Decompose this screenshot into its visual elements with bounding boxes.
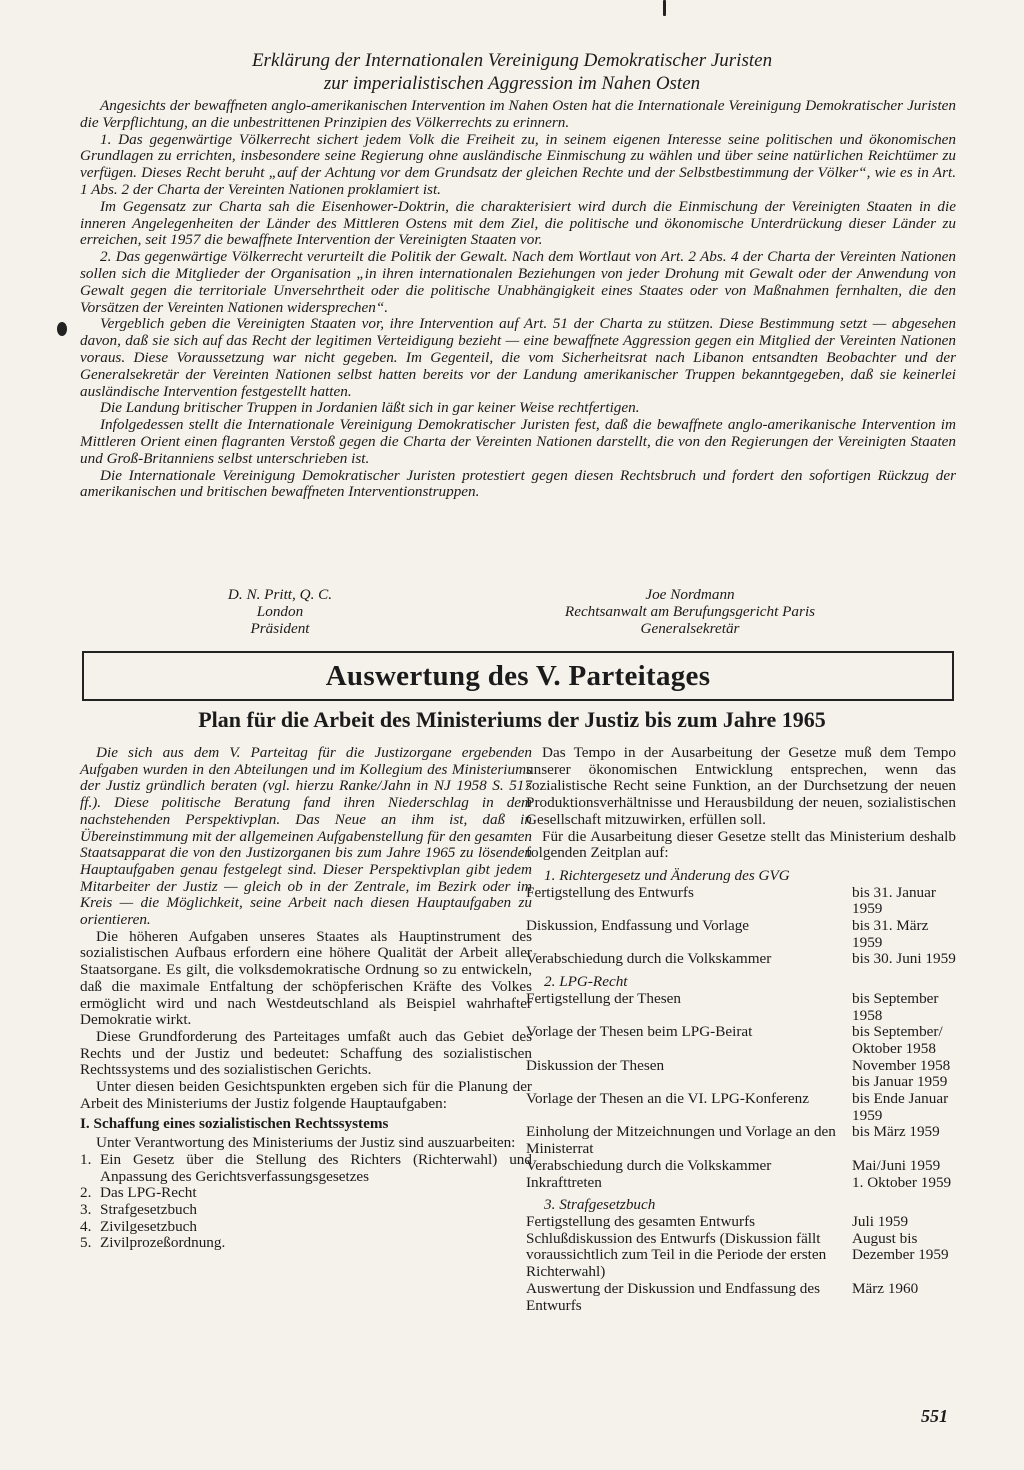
list-number: 4. — [80, 1217, 92, 1235]
list-number: 5. — [80, 1234, 92, 1252]
right-column — [526, 745, 956, 1314]
schedule-row — [526, 1024, 956, 1057]
schedule-row — [526, 918, 956, 951]
section-boxed-title: Auswertung des V. Parteitages — [82, 651, 954, 701]
left-column — [80, 745, 532, 1252]
schedule-task: Diskussion, Endfassung und Vorlage — [526, 917, 750, 935]
schedule-row — [526, 1281, 956, 1314]
schedule-task: Inkrafttreten — [526, 1173, 602, 1191]
schedule-row — [526, 1214, 956, 1231]
schedule-task: Verabschiedung durch die Volkskammer — [526, 950, 772, 968]
list-number: 1. — [80, 1150, 92, 1168]
schedule-task: Einholung der Mitzeichnungen und Vorlage an den Ministerrat — [526, 1123, 836, 1158]
schedule-date: November 1958 bis Januar 1959 — [852, 1056, 951, 1091]
schedule-date: Mai/Juni 1959 — [852, 1156, 941, 1174]
schedule-date: bis März 1959 — [852, 1123, 940, 1141]
schedule-date: Juli 1959 — [852, 1212, 909, 1230]
signatory-left-name: D. N. Pritt, Q. C. — [227, 586, 333, 603]
schedule-row — [526, 1091, 956, 1124]
schedule-date: bis Ende Januar 1959 — [852, 1090, 949, 1124]
schedule-task: Fertigstellung des Entwurfs — [526, 883, 694, 901]
signatory-left-city: London — [256, 602, 304, 620]
schedule-task: Vorlage der Thesen an die VI. LPG-Konferenz — [526, 1090, 809, 1108]
list-number: 2. — [80, 1184, 92, 1202]
schedule-task: Diskussion der Thesen — [526, 1056, 665, 1074]
declaration-paragraph: Die Landung britischer Truppen in Jordanien läßt sich in gar keiner Weise rechtfertigen. — [100, 399, 640, 417]
schedule-task: Fertigstellung des gesamten Entwurfs — [526, 1212, 756, 1230]
list-text: Ein Gesetz über die Stellung des Richters (Richterwahl) und Anpassung des Gerichtsverfassungsgesetzes — [100, 1150, 532, 1185]
list-item — [80, 1185, 532, 1202]
schedule-table — [526, 991, 956, 1191]
list-item — [80, 1202, 532, 1219]
list-item — [80, 1152, 532, 1185]
schedule-date: März 1960 — [852, 1279, 919, 1297]
body-paragraph: Unter diesen beiden Gesichtspunkten ergeben sich für die Planung der Arbeit des Ministeriums der Justiz folgende Hauptaufgaben: — [80, 1078, 532, 1112]
declaration-title-line2: zur imperialistischen Aggression im Nahen Osten — [323, 73, 701, 94]
schedule-date: bis 30. Juni 1959 — [852, 950, 956, 968]
schedule-date: bis September/ Oktober 1958 — [852, 1023, 943, 1057]
schedule-date: bis September 1958 — [852, 989, 939, 1024]
schedule-table — [526, 885, 956, 969]
ink-mark — [663, 0, 666, 16]
schedule-row — [526, 1231, 956, 1281]
section-subtitle: Plan für die Arbeit des Ministeriums der Justiz bis zum Jahre 1965 — [198, 707, 826, 732]
section-heading: I. Schaffung eines sozialistischen Rechtssystems — [80, 1115, 389, 1133]
list-item — [80, 1235, 532, 1252]
declaration-paragraph: Im Gegensatz zur Charta sah die Eisenhower-Doktrin, die charakterisiert wird durch die Einmischung der Vereinigten Staaten in die inneren Angelegenheiten der Länder des Mittleren Ostens mit dem Ziel, die politische und ökonomische Unterdrückung dieser Länder zu erreichen, seit 1957 die bewaffnete Intervention der Vereinigten Staaten vor. — [80, 197, 956, 249]
schedule-row — [526, 1175, 956, 1192]
list-text: Das LPG-Recht — [100, 1184, 197, 1202]
body-paragraph: Das Tempo in der Ausarbeitung der Gesetze muß dem Tempo unserer ökonomischen Entwicklung entsprechen, wenn das sozialistische Recht seine Funktion, an der Durchsetzung der neuen Produktionsverhältnisse und Herausbildung der neuen, sozialistischen Gesellschaft mitzuwirken, erfüllen soll. — [526, 744, 956, 828]
law-list — [80, 1152, 532, 1252]
schedule-row — [526, 991, 956, 1024]
signatory-right-title: Rechtsanwalt am Berufungsgericht Paris — [564, 602, 816, 620]
declaration-body — [80, 98, 956, 501]
declaration-paragraph: 1. Das gegenwärtige Völkerrecht sichert jedem Volk die Freiheit zu, in seinem eigenen Interesse seine politischen und ökonomischen Grundlagen zu errichten, insbesondere seine Regierung ohne ausländische Einmischung zu wählen und über seine natürlichen Reichtümer zu verfügen. Dieses Recht beruht „auf der Achtung vor dem Grundsatz der gleichen Rechte und der Selbstbestimmung der Völker“, wie es in Art. 1 Abs. 2 der Charta der Vereinten Nationen proklamiert ist. — [80, 130, 956, 198]
list-number: 3. — [80, 1200, 92, 1218]
list-text: Strafgesetzbuch — [100, 1200, 197, 1218]
ink-mark — [57, 322, 67, 336]
declaration-paragraph: Angesichts der bewaffneten anglo-amerikanischen Intervention im Nahen Osten hat die Internationale Vereinigung Demokratischer Juristen die Verpflichtung, an die unbestrittenen Prinzipien des Völkerrechts zu erinnern. — [80, 97, 956, 131]
schedule-table — [526, 1214, 956, 1314]
list-text: Zivilprozeßordnung. — [100, 1234, 226, 1252]
schedule-row — [526, 1158, 956, 1175]
schedule-row — [526, 951, 956, 968]
schedule-date: bis 31. Januar 1959 — [852, 883, 936, 918]
body-paragraph: Unter Verantwortung des Ministeriums der Justiz sind auszuarbeiten: — [96, 1134, 516, 1152]
schedule-task: Auswertung der Diskussion und Endfassung des Entwurfs — [526, 1279, 821, 1314]
signatory-right — [500, 587, 880, 637]
schedule-row — [526, 885, 956, 918]
signatory-right-name: Joe Nordmann — [645, 586, 735, 603]
declaration-paragraph: Vergeblich geben die Vereinigten Staaten vor, ihre Intervention auf Art. 51 der Charta zu stützen. Diese Bestimmung setzt — abgesehen davon, daß sie sich auf das Recht der legitimen Verteidigung bezieht — eine bewaffnete Aggression gegen ein Mitglied der Vereinten Nationen voraus. Diese Voraussetzung war nicht gegeben. Im Gegenteil, die vom Sicherheitsrat nach Libanon entsandten Beobachter und der Generalsekretär der Vereinten Nationen selbst hatten bereits vor der Landung amerikanischer Truppen bekanntgegeben, daß sie keinerlei ausländische Intervention festgestellt hatten. — [80, 315, 956, 400]
schedule-title: 1. Richtergesetz und Änderung des GVG — [544, 866, 790, 884]
signatory-left — [150, 587, 410, 637]
schedule-date: bis 31. März 1959 — [852, 917, 929, 951]
declaration-paragraph: Die Internationale Vereinigung Demokratischer Juristen protestiert gegen diesen Rechtsbruch und fordert den sofortigen Rückzug der amerikanischen und britischen bewaffneten Interventionstruppen. — [80, 466, 956, 501]
body-paragraph: Die höheren Aufgaben unseres Staates als Hauptinstrument des sozialistischen Aufbaus erfordern eine höhere Qualität der Arbeit aller Staatsorgane. Es gilt, die volksdemokratische Ordnung so zu entwickeln, daß die maximale Entfaltung der schöpferischen Kräfte des Volkes ermöglicht wird und nach Westdeutschland als Beispiel wahrhafter Demokratie wirkt. — [80, 927, 532, 1029]
declaration-paragraph: Infolgedessen stellt die Internationale Vereinigung Demokratischer Juristen fest, daß die bewaffnete anglo-amerikanische Intervention im Mittleren Orient einen flagranten Verstoß gegen die Charta der Vereinten Nationen darstellt, die von den Regierungen der Vereinigten Staaten und Groß-Britanniens selbst unterschrieben ist. — [80, 416, 956, 467]
signatory-left-role: Präsident — [250, 619, 310, 637]
signatory-right-role: Generalsekretär — [640, 619, 740, 637]
list-item — [80, 1219, 532, 1236]
schedule-row — [526, 1124, 956, 1157]
schedule-date: August bis Dezember 1959 — [852, 1229, 949, 1264]
page-number: 551 — [921, 1406, 948, 1426]
declaration-paragraph: 2. Das gegenwärtige Völkerrecht verurteilt die Politik der Gewalt. Nach dem Wortlaut von Art. 2 Abs. 4 der Charta der Vereinten Nationen sollen sich die Mitglieder der Organisation „in ihren internationalen Beziehungen von jeder Drohung mit Gewalt oder der Anwendung von Gewalt gegen die territoriale Unversehrtheit oder die politische Unabhängigkeit eines Staates oder von Maßnahmen fernhalten, die den Vorsätzen der Vereinten Nationen widersprechen“. — [80, 248, 956, 316]
body-paragraph: Diese Grundforderung des Parteitages umfaßt auch das Gebiet des Rechts und der Justiz und bedeutet: Schaffung des sozialistischen Rechtssystems und des sozialistischen Gerichts. — [80, 1027, 532, 1079]
schedule-task: Fertigstellung der Thesen — [526, 989, 681, 1007]
schedule-title: 3. Strafgesetzbuch — [544, 1196, 656, 1214]
declaration-title-line1: Erklärung der Internationalen Vereinigung Demokratischer Juristen — [251, 50, 773, 71]
schedule-task: Vorlage der Thesen beim LPG-Beirat — [526, 1023, 753, 1041]
schedule-date: 1. Oktober 1959 — [852, 1173, 952, 1191]
schedule-row — [526, 1058, 956, 1091]
schedule-title: 2. LPG-Recht — [544, 973, 628, 991]
list-text: Zivilgesetzbuch — [100, 1217, 197, 1235]
schedule-task: Verabschiedung durch die Volkskammer — [526, 1156, 772, 1174]
body-paragraph: Für die Ausarbeitung dieser Gesetze stellt das Ministerium deshalb folgenden Zeitplan auf: — [526, 827, 956, 862]
schedule-task: Schlußdiskussion des Entwurfs (Diskussion fällt voraussichtlich zum Teil in die Periode der ersten Richterwahl) — [526, 1229, 827, 1281]
intro-paragraph: Die sich aus dem V. Parteitag für die Justizorgane ergebenden Aufgaben wurden in den Abteilungen und im Kollegium des Ministeriums der Justiz gründlich beraten (vgl. hierzu Ranke/Jahn in NJ 1958 S. 517 ff.). Diese politische Beratung fand ihren Niederschlag in dem nachstehenden Perspektivplan. Das Neue an ihm ist, daß in Übereinstimmung mit der allgemeinen Aufgabenstellung für den gesamten Staatsapparat die von den Justizorganen bis zum Jahre 1965 zu lösenden Hauptaufgaben genau festgelegt sind. Dieser Perspektivplan gibt jedem Mitarbeiter der Justiz — gleich ob in der Zentrale, im Bezirk oder im Kreis — die Möglichkeit, seine Arbeit nach diesen Hauptaufgaben zu orientieren. — [80, 744, 532, 929]
